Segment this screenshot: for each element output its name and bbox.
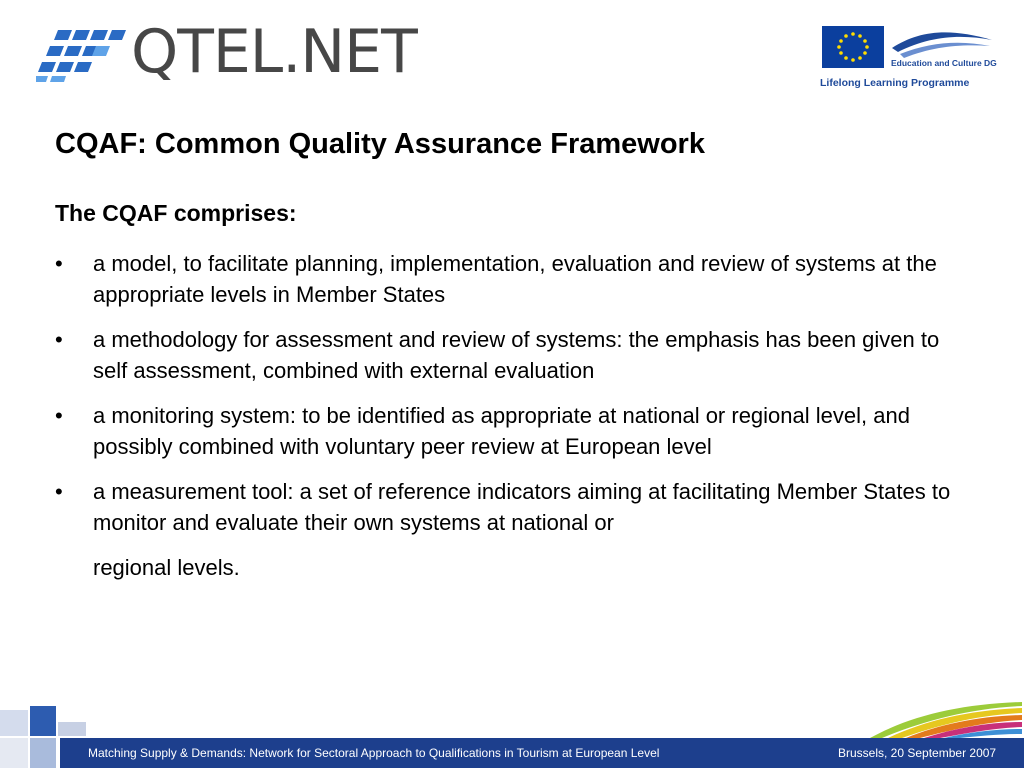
bullet-item: [55, 476, 955, 583]
footer-project-title: Matching Supply & Demands: Network for Sectoral Approach to Qualifications in Tourism at European Level: [88, 746, 660, 760]
qtel-logo: [36, 17, 417, 87]
bullet-text-continued: regional levels.: [93, 555, 240, 580]
bullet-icon: •: [55, 403, 63, 428]
footer-date: Brussels, 20 September 2007: [838, 746, 997, 760]
eu-logo: [818, 24, 996, 94]
bullet-item: [55, 324, 955, 386]
bullet-text: a monitoring system: to be identified as appropriate at national or regional level, and possibly combined with voluntary peer review at European level: [93, 403, 910, 459]
bullet-list: [55, 248, 955, 597]
bullet-item: [55, 248, 955, 310]
bullet-item: [55, 400, 955, 462]
eu-swoosh-icon: [890, 26, 994, 60]
bullet-icon: •: [55, 251, 63, 276]
qtel-grid-icon: [36, 26, 128, 82]
slide-title: CQAF: Common Quality Assurance Framework: [55, 128, 705, 160]
eu-programme-label: Lifelong Learning Programme: [820, 77, 970, 89]
footer-swoosh-decoration: [860, 696, 1024, 738]
qtel-wordmark: QTEL.NET: [131, 17, 417, 87]
slide-subtitle: The CQAF comprises:: [55, 200, 297, 226]
bullet-icon: •: [55, 327, 63, 352]
bullet-text: a methodology for assessment and review of systems: the emphasis has been given to self assessment, combined with external evaluation: [93, 327, 940, 383]
eu-dg-label: Education and Culture DG: [891, 58, 997, 68]
eu-flag-icon: [822, 26, 884, 68]
bullet-text: a measurement tool: a set of reference indicators aiming at facilitating Member States to monitor and evaluate their own systems at national or: [93, 479, 951, 535]
bullet-text: a model, to facilitate planning, implementation, evaluation and review of systems at the appropriate levels in Member States: [93, 251, 937, 307]
bullet-icon: •: [55, 479, 63, 504]
